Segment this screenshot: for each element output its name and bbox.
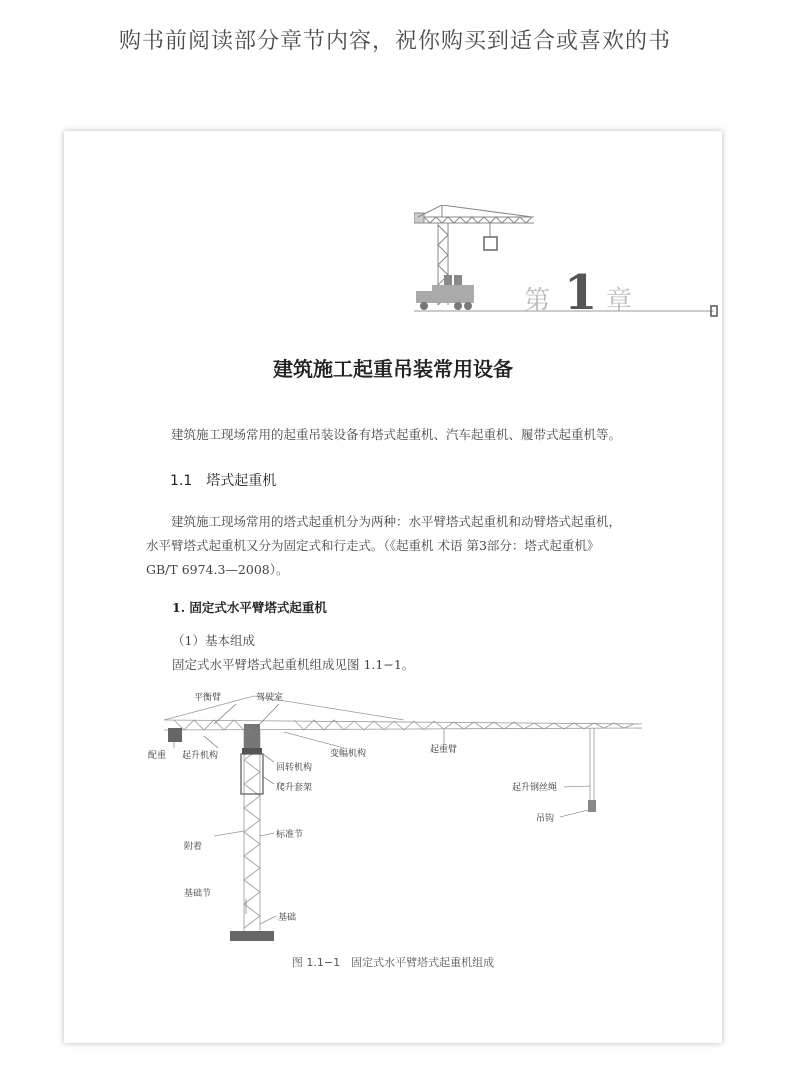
section-heading [170, 470, 276, 490]
section-line-3: GB/T 6974.3—2008）。 [146, 562, 289, 577]
slewing-ring [242, 748, 262, 754]
section-line-1: 建筑施工现场常用的塔式起重机分为两种：水平臂塔式起重机和动臂塔式起重机， [171, 514, 622, 529]
label-hook: 吊钩 [536, 814, 555, 824]
label-foundation: 基础 [278, 913, 297, 923]
intro-paragraph: 建筑施工现场常用的起重吊装设备有塔式起重机、汽车起重机、履带式起重机等。 [171, 427, 622, 442]
label-slewing: 回转机构 [276, 763, 313, 773]
book-page [64, 131, 722, 1043]
figure-caption: 图 1.1−1 固定式水平臂塔式起重机组成 [291, 956, 495, 969]
chapter-header-art [414, 205, 724, 335]
label-luffing: 变幅机构 [330, 749, 367, 759]
section-line-2: 水平臂塔式起重机又分为固定式和行走式。（《起重机 术语 第3部分：塔式起重机》 [146, 538, 600, 553]
tower-crane-diagram [144, 686, 664, 946]
label-hoist: 起升机构 [182, 751, 219, 761]
label-tie: 附着 [184, 842, 203, 852]
label-jib: 起重臂 [430, 745, 458, 755]
chapter-title: 建筑施工起重吊装常用设备 [273, 357, 513, 381]
foundation-block [230, 931, 274, 941]
label-rope: 起升钢丝绳 [512, 783, 558, 793]
label-base-section: 基础节 [184, 889, 212, 899]
banner-text: 购书前阅读部分章节内容，祝你购买到适合或喜欢的书 [118, 29, 671, 54]
chapter-prefix: 第 [524, 286, 551, 316]
chapter-suffix: 章 [606, 286, 633, 316]
section-number: 1.1 [170, 473, 193, 489]
label-cab: 驾驶室 [256, 693, 284, 703]
label-climbing: 爬升套架 [276, 783, 313, 793]
label-mast: 标准节 [276, 830, 304, 840]
hook-block [588, 800, 596, 812]
counterweight-block [168, 728, 182, 742]
item-paragraph: 固定式水平臂塔式起重机组成见图 1.1−1。 [172, 657, 415, 672]
subsection-heading: 1. 固定式水平臂塔式起重机 [172, 600, 327, 615]
item-heading: （1）基本组成 [172, 633, 255, 648]
cab-block [244, 724, 260, 748]
chapter-number: 1 [564, 265, 598, 321]
section-title: 塔式起重机 [206, 473, 277, 489]
label-counter-jib: 平衡臂 [194, 693, 222, 703]
truck-icon [416, 275, 474, 310]
label-counterweight: 配重 [148, 751, 167, 761]
